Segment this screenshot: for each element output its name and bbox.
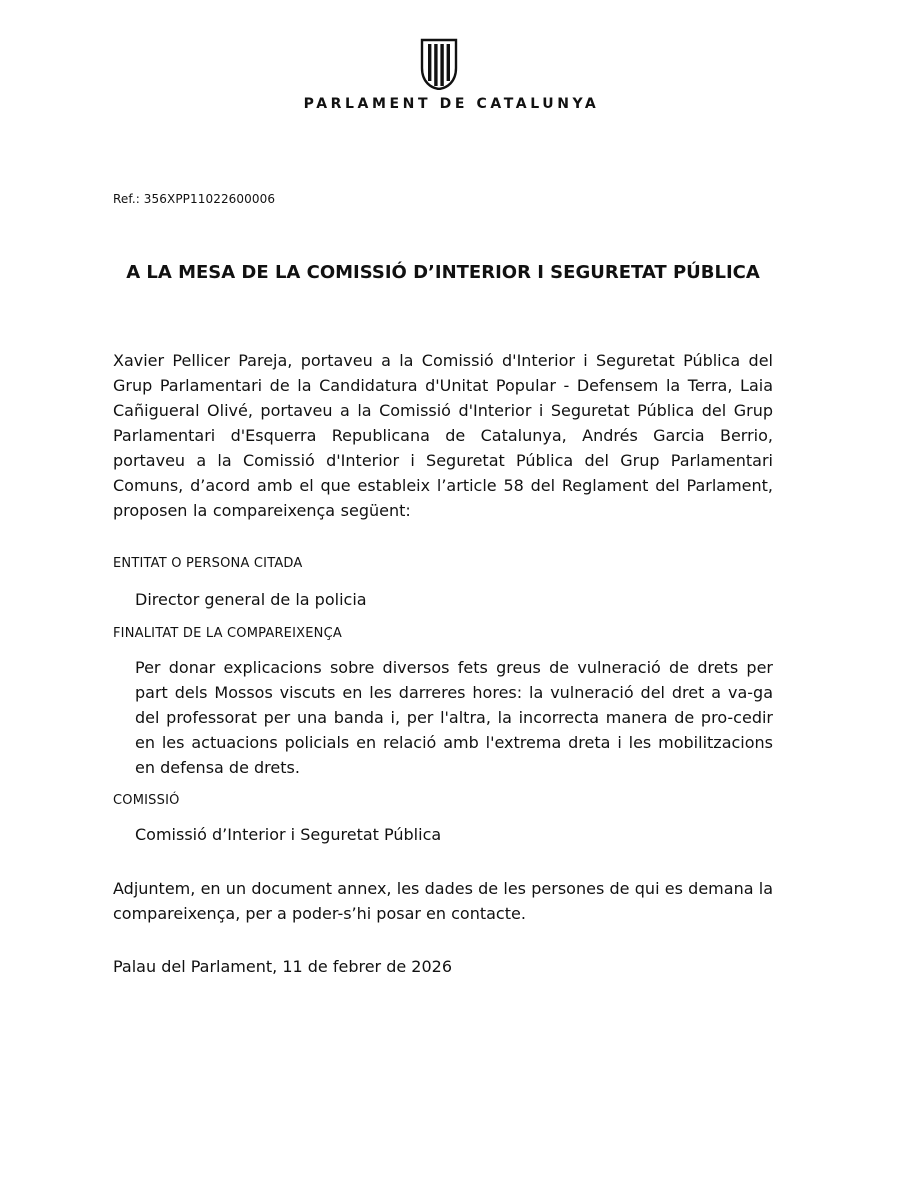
intro-paragraph: Xavier Pellicer Pareja, portaveu a la Comissió d'Interior i Seguretat Pública del Grup Parlamentari de la Candidatura d'Unitat Popular - Defensem la Terra, Laia Cañigueral Olivé, portaveu a la Comissió d'Interior i Seguretat Pública del Grup Parlamentari d'Esquerra Republicana de Catalunya, Andrés Garcia Berrio, portaveu a la Comissió d'Interior i Seguretat Pública del Grup Parlamentari Comuns, d’acord amb el que estableix l’article 58 del Reglament del Parlament, proposen la compareixença següent:	[113, 351, 773, 520]
document-title: A LA MESA DE LA COMISSIÓ D’INTERIOR I SEGURETAT PÚBLICA	[126, 262, 760, 283]
place-and-date: Palau del Parlament, 11 de febrer de 2026	[113, 957, 453, 976]
section-label-purpose: FINALITAT DE LA COMPAREIXENÇA	[113, 626, 342, 641]
section-label-commission: COMISSIÓ	[113, 793, 180, 808]
parliament-emblem-icon	[419, 38, 459, 90]
reference-number: Ref.: 356XPP11022600006	[113, 192, 276, 206]
section-value-commission: Comissió d’Interior i Seguretat Pública	[135, 825, 442, 844]
organization-name: PARLAMENT DE CATALUNYA	[303, 96, 600, 112]
section-value-purpose: Per donar explicacions sobre diversos fets greus de vulneració de drets per part dels Mossos viscuts en les darreres hores: la vulneració del dret a va-ga del professorat per una banda i, per l'altra, la incorrecta manera de pro-cedir en les actuacions policials en relació amb l'extrema dreta i les mobilitzacions en defensa de drets.	[135, 658, 773, 777]
section-value-cited-entity: Director general de la policia	[135, 590, 367, 609]
section-label-cited-entity: ENTITAT O PERSONA CITADA	[113, 556, 303, 571]
closing-paragraph: Adjuntem, en un document annex, les dades de les persones de qui es demana la compareixença, per a poder-s’hi posar en contacte.	[113, 879, 773, 923]
